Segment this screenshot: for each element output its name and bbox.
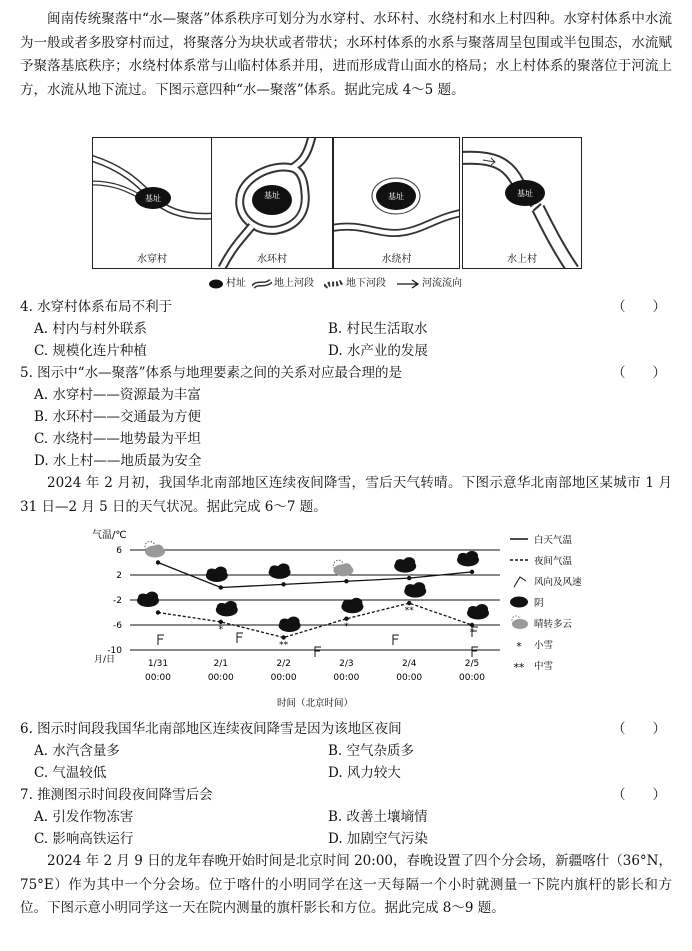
q5-option-b: B. 水环村——交通最为方便	[34, 409, 202, 425]
question-5-stem: 5. 图示中“水—聚落”体系与地理要素之间的关系对应最合理的是	[20, 365, 402, 381]
panel-caption: 水上村	[507, 254, 537, 265]
data-point	[470, 570, 474, 574]
q7-option-c: C. 影响高铁运行	[34, 831, 134, 847]
y-axis-label: 气温/℃	[92, 530, 127, 541]
x-tick-time: 00:00	[207, 673, 234, 683]
data-point	[156, 560, 160, 564]
village-site-icon	[208, 278, 224, 290]
question-7	[20, 784, 672, 806]
x-axis-label: 月/日	[94, 655, 116, 665]
overcast-icon-puff	[225, 601, 237, 611]
overcast-icon-puff	[278, 563, 290, 573]
snow-mark: **	[404, 606, 414, 617]
question-5	[20, 362, 672, 384]
legend-night-temp: 夜间气温	[534, 556, 573, 567]
y-tick-label: -2	[113, 596, 122, 606]
snow-mark: *	[469, 628, 475, 638]
wind-barb-icon	[237, 633, 243, 643]
overcast-icon-puff	[146, 592, 158, 602]
overcast-icon-puff	[215, 567, 227, 577]
snow-mark: **	[279, 640, 289, 651]
snow-mark: *	[344, 621, 349, 632]
y-tick-label: -6	[113, 621, 122, 631]
above-river-icon	[252, 278, 272, 290]
legend-wind-icon	[514, 577, 526, 587]
data-point	[219, 620, 223, 624]
passage-2-text: 2024 年 2 月初，我国华北南部地区连续夜间降雪，雪后天气转晴。下图示意华北南部地区某城市 1 月 31 日—2 月 5 日的天气状况。据此完成 6～7 题。	[20, 475, 672, 515]
q5-option-c: C. 水绕村——地势最为平坦	[34, 431, 201, 447]
q7-option-d: D. 加剧空气污染	[328, 831, 428, 847]
x-tick-time: 00:00	[145, 673, 171, 683]
x-axis-title: 时间（北京时间）	[276, 698, 354, 709]
passage-3	[20, 850, 672, 921]
q6-option-b: B. 空气杂质多	[328, 743, 415, 759]
legend-moderate-snow: 中雪	[534, 661, 554, 672]
data-point	[344, 617, 348, 621]
data-point	[281, 635, 285, 639]
legend-wind: 风向及风速	[534, 577, 582, 588]
answer-paren: （ ）	[612, 721, 666, 737]
water-above-drawing	[463, 138, 581, 268]
question-6-stem: 6. 图示时间段我国华北南部地区连续夜间降雪是因为该地区夜间	[20, 721, 402, 737]
question-4	[20, 296, 672, 318]
legend-above-river: 地上河段	[274, 278, 314, 289]
data-point	[156, 610, 160, 614]
passage-3-text: 2024 年 2 月 9 日的龙年春晚开始时间是北京时间 20:00，春晚设置了四个分会场，新疆喀什（36°N，75°E）作为其中一个分会场。位于喀什的小明同学在这一天每隔一个小时就测量一下院内旗杆的影长和方位。下图示意小明同学这一天在院内测量的旗杆影长和方位。据此完成 8～9 题。	[20, 853, 672, 917]
q5-option-a: A. 水穿村——资源最为丰富	[34, 387, 201, 403]
wind-barb-icon	[472, 647, 478, 657]
answer-paren: （ ）	[612, 299, 666, 315]
legend-under-river: 地下河段	[346, 278, 386, 289]
x-tick-label: 2/4	[401, 659, 417, 669]
legend-moderate-snow-icon: **	[513, 661, 525, 674]
passage-1	[20, 8, 672, 102]
legend-sun-cloud-icon	[512, 619, 528, 629]
x-tick-time: 00:00	[270, 673, 297, 683]
data-point	[219, 585, 223, 589]
flow-arrow-icon	[396, 279, 420, 289]
x-tick-label: 2/5	[464, 659, 480, 669]
q7-option-a: A. 引发作物冻害	[34, 809, 134, 825]
q6-option-d: D. 风力较大	[328, 765, 401, 781]
y-tick-label: 2	[116, 571, 122, 581]
panel-caption: 水绕村	[381, 254, 412, 265]
svg-text:基址: 基址	[388, 192, 404, 201]
q7-option-b: B. 改善土壤墒情	[328, 809, 428, 825]
sun-cloud-icon-puff	[341, 563, 351, 571]
wind-barb-icon	[315, 647, 321, 657]
x-tick-label: 2/3	[339, 659, 354, 669]
data-point	[281, 582, 285, 586]
y-tick-label: 6	[116, 546, 122, 556]
legend-overcast: 阴	[534, 598, 544, 609]
x-tick-time: 00:00	[459, 673, 485, 683]
data-point	[407, 601, 411, 605]
panel-water-around	[333, 137, 460, 269]
y-tick-label: -10	[107, 646, 122, 656]
overcast-icon-puff	[403, 557, 415, 567]
legend-village: 村址	[226, 278, 246, 289]
x-tick-label: 1/31	[147, 659, 169, 669]
q4-option-d: D. 水产业的发展	[328, 343, 428, 359]
overcast-icon-puff	[350, 598, 362, 608]
legend-sun-cloud: 晴转多云	[534, 619, 573, 630]
answer-paren: （ ）	[612, 787, 666, 803]
svg-text:基址: 基址	[264, 191, 280, 200]
panel-water-above	[462, 137, 582, 269]
q4-option-b: B. 村民生活取水	[328, 321, 428, 337]
q4-option-a: A. 村内与村外联系	[34, 321, 147, 337]
weather-chart	[80, 525, 620, 715]
q5-option-d: D. 水上村——地质最为安全	[34, 453, 202, 469]
wind-barb-icon	[393, 635, 399, 645]
overcast-icon-puff	[413, 582, 425, 592]
series-line-night	[158, 603, 472, 637]
under-river-icon	[324, 278, 344, 290]
x-tick-time: 00:00	[333, 673, 360, 683]
svg-text:基址: 基址	[145, 194, 161, 203]
data-point	[407, 576, 411, 580]
data-point	[344, 579, 348, 583]
panel-caption: 水环村	[257, 254, 287, 265]
water-through-drawing	[93, 138, 211, 268]
water-ring-drawing	[212, 138, 332, 268]
svg-text:基址: 基址	[517, 189, 533, 198]
overcast-icon-puff	[466, 551, 478, 561]
legend-overcast-icon	[510, 597, 528, 608]
sun-cloud-icon-puff	[153, 545, 163, 553]
legend-flow: 河流流向	[422, 278, 462, 289]
overcast-icon-puff	[476, 604, 488, 614]
q4-option-c: C. 规模化连片种植	[34, 343, 147, 359]
x-tick-time: 00:00	[396, 673, 423, 683]
overcast-icon-puff	[288, 617, 300, 627]
question-4-stem: 4. 水穿村体系布局不利于	[20, 299, 173, 315]
snow-mark: *	[218, 624, 224, 635]
water-around-drawing	[334, 138, 459, 268]
panel-caption: 水穿村	[137, 254, 167, 265]
legend-day-temp: 白天气温	[534, 535, 573, 546]
x-tick-label: 2/1	[213, 659, 229, 669]
panel-water-through	[92, 137, 212, 269]
question-6	[20, 718, 672, 740]
q6-option-c: C. 气温较低	[34, 765, 107, 781]
wind-barb-icon	[158, 635, 164, 645]
question-7-stem: 7. 推测图示时间段夜间降雪后会	[20, 787, 213, 803]
passage-2	[20, 472, 672, 519]
passage-1-text: 闽南传统聚落中“水—聚落”体系秩序可划分为水穿村、水环村、水绕村和水上村四种。水穿村体系中水流为一般或者多股穿村而过，将聚落分为块状或者带状；水环村体系的水系与聚落周呈包围或半包围态，水流赋予聚落基底秩序；水绕村体系常与山临村体系并用，进而形成背山面水的格局；水上村体系的聚落位于河流上方，水流从地下流过。下图示意四种“水—聚落”体系。据此完成 4～5 题。	[20, 11, 672, 98]
panel-water-ring	[211, 137, 333, 269]
answer-paren: （ ）	[612, 365, 666, 381]
x-tick-label: 2/2	[276, 659, 291, 669]
q6-option-a: A. 水汽含量多	[34, 743, 120, 759]
legend-light-snow: 小雪	[534, 640, 554, 651]
legend-light-snow-icon: *	[516, 640, 522, 653]
